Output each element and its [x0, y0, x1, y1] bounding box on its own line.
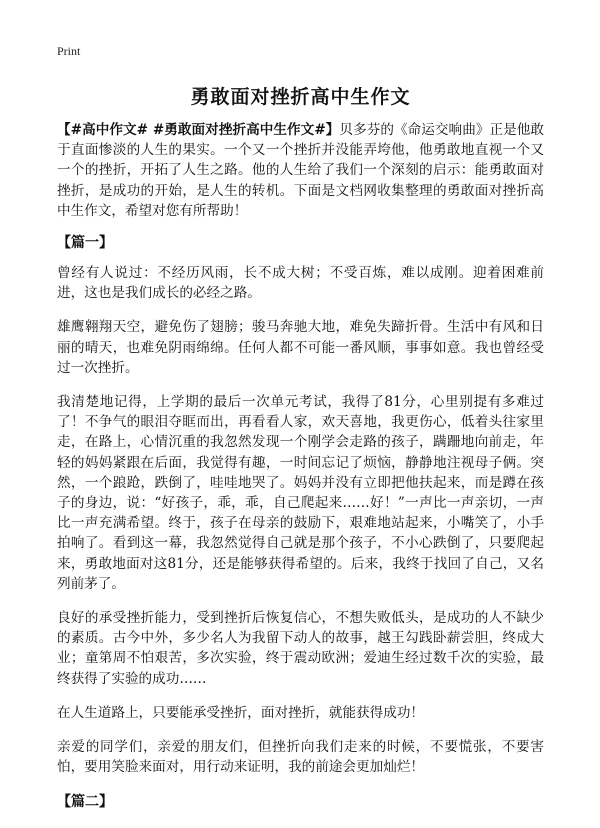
intro-paragraph [57, 120, 544, 221]
section-heading-2: 【篇二】 [57, 794, 113, 811]
paragraph-2: 雄鹰翱翔天空，避免伤了翅膀；骏马奔驰大地，难免失蹄折骨。生活中有风和日丽的晴天，也难免阴雨绵绵。任何人都不可能一番风顺，事事如意。我也曾经受过一次挫折。 [57, 319, 544, 376]
paragraph-4: 良好的承受挫折能力，受到挫折后恢复信心，不想失败低头，是成功的人不缺少的素质。古今中外，多少名人为我留下动人的故事，越王勾践卧薪尝胆，终成大业；童第周不怕艰苦，多次实验，终于震动欧洲；爱迪生经过数千次的实验，最终获得了实验的成功…… [57, 610, 544, 687]
paragraph-1: 曾经有人说过：不经历风雨，长不成大树；不受百炼，难以成刚。迎着困难前进，这也是我们成长的必经之路。 [57, 265, 544, 302]
paragraph-6: 亲爱的同学们，亲爱的朋友们，但挫折向我们走来的时候，不要慌张，不要害怕，要用笑脸来面对，用行动来证明，我的前途会更加灿烂！ [57, 739, 544, 776]
page-title: 勇敢面对挫折高中生作文 [190, 86, 411, 108]
paragraph-5: 在人生道路上，只要能承受挫折，面对挫折，就能获得成功！ [57, 704, 425, 721]
paragraph-3: 我清楚地记得，上学期的最后一次单元考试，我得了81分，心里别提有多难过了！不争气的眼泪夺眶而出，再看看人家，欢天喜地，我更伤心，低着头往家里走，在路上，心情沉重的我忽然发现一个刚学会走路的孩子，蹒跚地向前走，年轻的妈妈紧跟在后面，我觉得有趣，一时间忘记了烦恼，静静地注视母子俩。突然，一个踉跄，跌倒了，哇哇地哭了。妈妈并没有立即把他扶起来，而是蹲在孩子的身边，说：“好孩子，乖，乖，自己爬起来……好！”一声比一声亲切，一声比一声充满希望。终于，孩子在母亲的鼓励下，艰难地站起来，小嘴笑了，小手拍响了。看到这一幕，我忽然觉得自己就是那个孩子，不小心跌倒了，只要爬起来，勇敢地面对这81分，还是能够获得希望的。后来，我终于找回了自己，又名列前茅了。 [57, 394, 544, 592]
section-heading-1: 【篇一】 [57, 235, 113, 252]
intro-text: 贝多芬的《命运交响曲》正是他敢于直面惨淡的人生的果实。一个又一个挫折并没能弄垮他，他勇敢地直视一个又一个的挫折，开拓了人生之路。他的人生给了我们一个深刻的启示：能勇敢面对挫折，是成功的开始，是人生的转机。下面是文档网收集整理的勇敢面对挫折高中生作文，希望对您有所帮助！ [57, 122, 545, 219]
print-link[interactable]: Print [57, 44, 81, 58]
intro-tag: 【#高中作文# #勇敢面对挫折高中生作文#】 [57, 122, 340, 138]
